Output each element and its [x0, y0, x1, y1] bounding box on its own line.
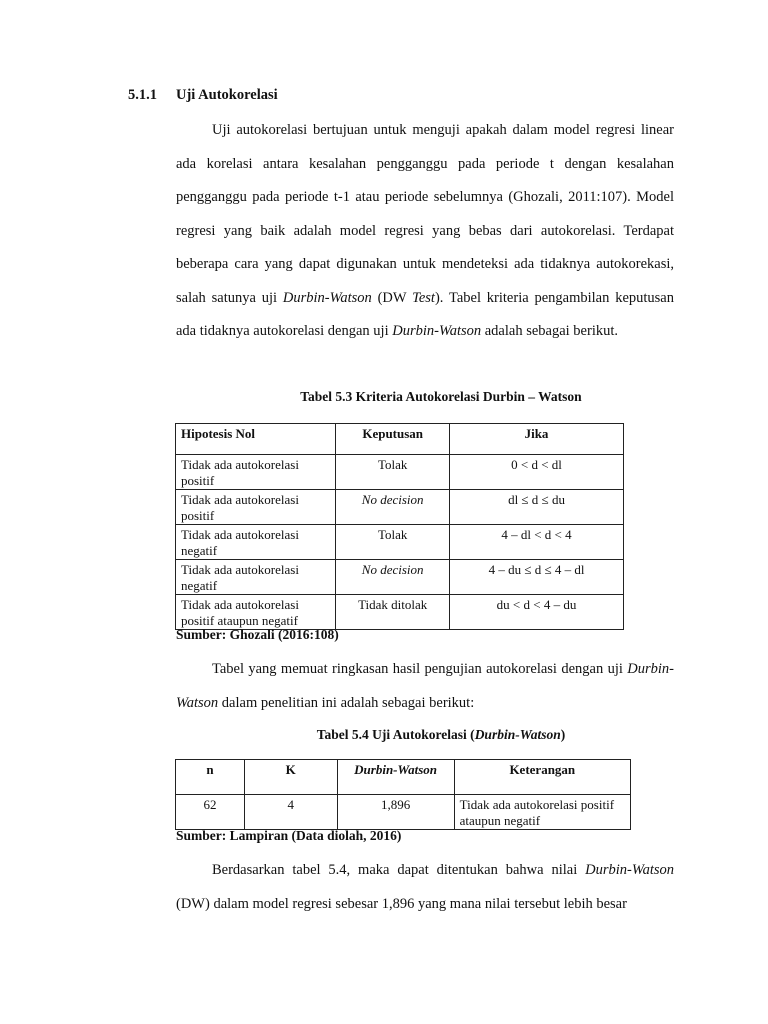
header-jika: Jika — [450, 424, 624, 455]
paragraph-intro: Uji autokorelasi bertujuan untuk menguji apakah dalam model regresi linear ada korelasi antara kesalahan pengganggu pada periode t dengan kesalahan pengganggu pada periode t-1 atau periode sebelumnya (Ghozali, 2011:107). Model regresi yang baik adalah model regresi yang bebas dari autokorelasi. Terdapat beberapa cara yang dapat digunakan untuk mendeteksi ada tidaknya autokorekasi, salah satunya uji Durbin-Watson (DW Test). Tabel kriteria pengambilan keputusan ada tidaknya autokorelasi dengan uji Durbin-Watson adalah sebagai berikut. — [176, 122, 674, 339]
table-row — [176, 560, 624, 595]
table-header-row — [176, 760, 631, 795]
cell-n: 62 — [176, 795, 245, 830]
header-durbin-watson: Durbin-Watson — [337, 760, 454, 795]
table-row — [176, 595, 624, 630]
table1-caption: Tabel 5.3 Kriteria Autokorelasi Durbin – Watson — [300, 389, 582, 404]
cell-k: 4 — [244, 795, 337, 830]
table1-source: Sumber: Ghozali (2016:108) — [176, 627, 339, 642]
durbin-watson-criteria-table — [175, 423, 624, 630]
section-number: 5.1.1 — [128, 87, 157, 103]
table2-caption: Tabel 5.4 Uji Autokorelasi (Durbin-Watson) — [316, 727, 566, 742]
cell-keputusan: Tidak ditolak — [336, 595, 450, 630]
cell-jika: 0 < d < dl — [450, 455, 624, 490]
section-title: Uji Autokorelasi — [176, 87, 278, 103]
cell-keputusan: Tolak — [336, 525, 450, 560]
table-header-row — [176, 424, 624, 455]
cell-jika: du < d < 4 – du — [450, 595, 624, 630]
cell-keterangan: Tidak ada autokorelasi positif ataupun negatif — [454, 795, 630, 830]
table-row — [176, 795, 631, 830]
cell-hipotesis: Tidak ada autokorelasi negatif — [176, 560, 336, 595]
durbin-watson-result-table — [175, 759, 631, 830]
cell-dw: 1,896 — [337, 795, 454, 830]
table-row — [176, 455, 624, 490]
cell-jika: dl ≤ d ≤ du — [450, 490, 624, 525]
cell-keputusan: Tolak — [336, 455, 450, 490]
cell-hipotesis: Tidak ada autokorelasi positif — [176, 490, 336, 525]
paragraph-conclusion: Berdasarkan tabel 5.4, maka dapat ditentukan bahwa nilai Durbin-Watson (DW) dalam model regresi sebesar 1,896 yang mana nilai tersebut lebih besar — [176, 862, 674, 912]
cell-jika: 4 – dl < d < 4 — [450, 525, 624, 560]
cell-hipotesis: Tidak ada autokorelasi positif ataupun negatif — [176, 595, 336, 630]
cell-hipotesis: Tidak ada autokorelasi positif — [176, 455, 336, 490]
table-row — [176, 490, 624, 525]
cell-jika: 4 – du ≤ d ≤ 4 – dl — [450, 560, 624, 595]
header-hipotesis: Hipotesis Nol — [176, 424, 336, 455]
cell-keputusan: No decision — [336, 560, 450, 595]
paragraph-summary: Tabel yang memuat ringkasan hasil pengujian autokorelasi dengan uji Durbin-Watson dalam penelitian ini adalah sebagai berikut: — [176, 661, 674, 711]
cell-hipotesis: Tidak ada autokorelasi negatif — [176, 525, 336, 560]
header-keputusan: Keputusan — [336, 424, 450, 455]
header-keterangan: Keterangan — [454, 760, 630, 795]
header-n: n — [176, 760, 245, 795]
cell-keputusan: No decision — [336, 490, 450, 525]
table2-source: Sumber: Lampiran (Data diolah, 2016) — [176, 828, 402, 843]
table-row — [176, 525, 624, 560]
section-heading — [128, 87, 278, 104]
header-k: K — [244, 760, 337, 795]
